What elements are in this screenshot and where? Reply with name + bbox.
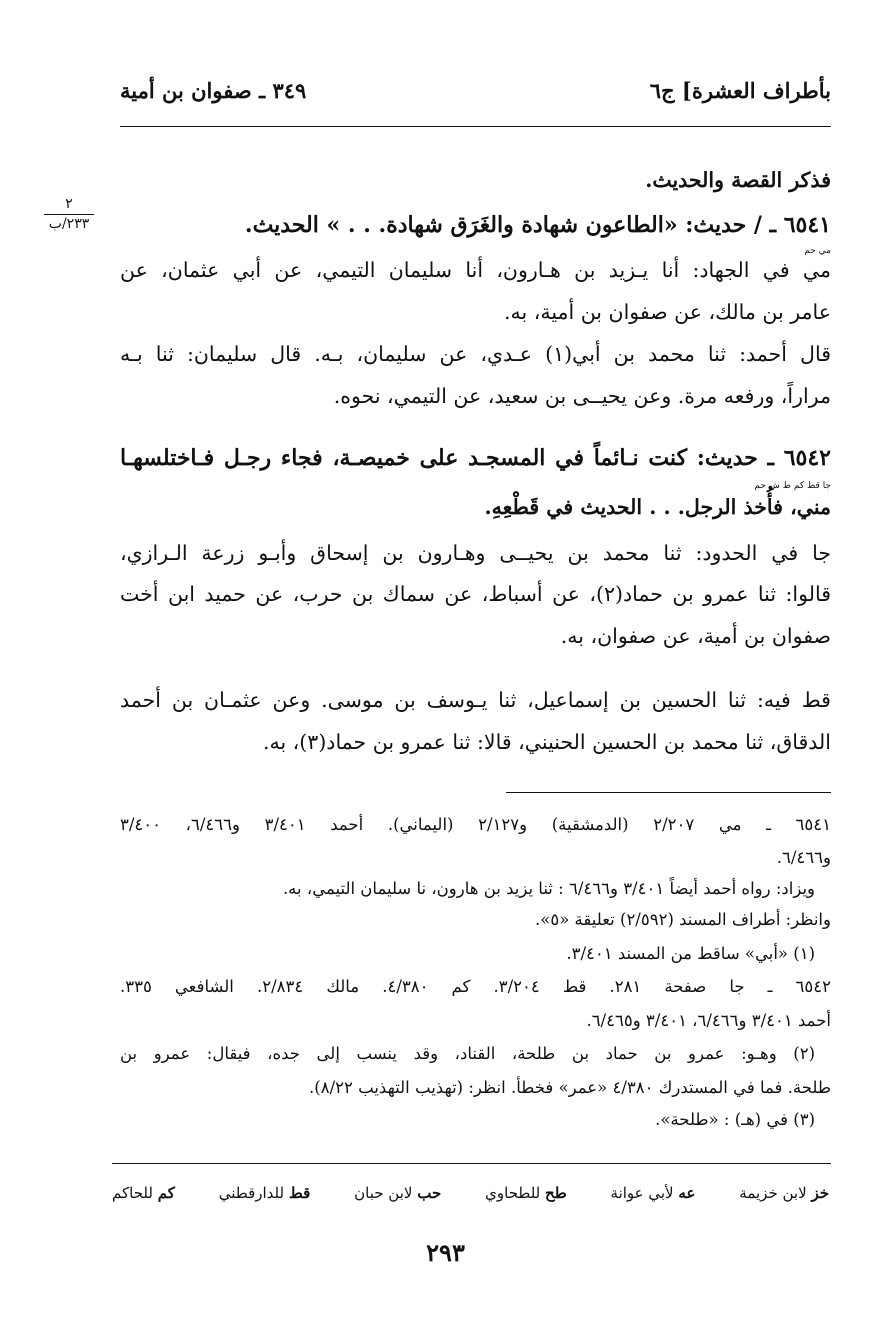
text-line-1: فذكر القصة والحديث. [645, 168, 831, 192]
hadith-6542-heading: ٦٥٤٢ ـ حديث: كنت نـائماً في المسجـد على خميصـة، فجاء رجـل فـاختلسهـا [120, 445, 831, 471]
text-line-6: مراراً، ورفعه مرة. وعن يحيــى بن سعيد، عن التيمي، نحوه. [333, 384, 831, 408]
abbr-desc: لأبي عوانة [610, 1184, 674, 1202]
abbr-code: حب [417, 1184, 442, 1202]
footnote-line-2: و٦/٤٦٦. [776, 848, 831, 867]
abbreviations-rule [112, 1163, 831, 1164]
margin-ref-bottom: ٢٣٣/ب [48, 216, 90, 232]
abbr-desc: للطحاوي [485, 1184, 541, 1202]
abbr-code: كم [157, 1184, 175, 1202]
abbr-desc: للدارقطني [218, 1184, 285, 1202]
text-line-11: صفوان بن أمية، عن صفوان، به. [560, 624, 831, 648]
text-line-8: مني، فأُخذ الرجل. . . الحديث في قَطْعِهِ. [484, 495, 831, 519]
text-line-4: عامر بن مالك، عن صفوان بن أمية، به. [503, 300, 831, 324]
abbr-code: عه [678, 1184, 696, 1202]
abbr-code: طح [545, 1184, 567, 1202]
footnote-line-9: طلحة. فما في المستدرك ٤/٣٨٠ «عمر» فخطأ. انظر: (تهذيب التهذيب ٨/٢٢). [309, 1078, 831, 1097]
text-line-5: قال أحمد: ثنا محمد بن أبي(١) عـدي، عن سليمان، بـه. قال سليمان: ثنا بـه [120, 342, 831, 366]
margin-manuscript-ref [38, 196, 100, 233]
abbreviations-key [112, 1184, 829, 1202]
running-head-book-title: بأطراف العشرة] ج٦ [649, 78, 831, 103]
footnote-line-8: (٢) وهـو: عمرو بن حماد بن طلحة، القناد، وقد ينسب إلى جده، فيقال: عمرو بن [120, 1044, 815, 1063]
source-symbols-6541: مي حم [804, 246, 831, 256]
text-line-13: الدقاق، ثنا محمد بن الحسين الحنيني، قالا: ثنا عمرو بن حماد(٣)، به. [262, 730, 831, 754]
text-line-10: قالوا: ثنا عمرو بن حماد(٢)، عن أسباط، عن سماك بن حرب، عن حميد ابن أخت [120, 582, 831, 606]
margin-ref-bar [44, 214, 94, 215]
abbr-desc: لابن حبان [354, 1184, 413, 1202]
abbr-khz [739, 1184, 829, 1202]
text-line-12: قط فيه: ثنا الحسين بن إسماعيل، ثنا يـوسف بن موسى. وعن عثمـان بن أحمد [120, 688, 831, 712]
abbr-th [485, 1184, 566, 1202]
footnote-line-10: (٣) في (هـ) : «طلحة». [655, 1110, 815, 1129]
abbr-desc: لابن خزيمة [739, 1184, 807, 1202]
abbr-desc: للحاكم [112, 1184, 153, 1202]
abbr-qt [219, 1184, 311, 1202]
footnote-rule [506, 792, 831, 793]
text-line-9: جا في الحدود: ثنا محمد بن يحيــى وهـارون بن إسحاق وأبـو زرعة الـرازي، [120, 541, 831, 565]
abbr-ah [611, 1184, 696, 1202]
footnote-line-7: أحمد ٣/٤٠١ و٦/٤٦٦، ٣/٤٠١ و٦/٤٦٥. [586, 1011, 831, 1030]
source-symbols-6542: جا قط كم ط ش حم [754, 481, 831, 491]
header-rule [120, 126, 831, 127]
footnote-line-1: ٦٥٤١ ـ مي ٢/٢٠٧ (الدمشقية) و٢/١٢٧ (اليماني). أحمد ٣/٤٠١ و٦/٤٦٦، ٣/٤٠٠ [120, 815, 831, 834]
abbr-code: قط [288, 1184, 311, 1202]
footnote-line-5: (١) «أبي» ساقط من المسند ٣/٤٠١. [566, 944, 815, 963]
hadith-6541-heading: ٦٥٤١ ـ / حديث: «الطاعون شهادة والغَرَق شهادة. . . » الحديث. [244, 212, 831, 238]
text-line-3: مي في الجهاد: أنا يـزيد بن هـارون، أنا سليمان التيمي، عن أبي عثمان، عن [120, 258, 831, 282]
abbr-hb [354, 1184, 441, 1202]
abbr-code: خز [811, 1184, 829, 1202]
page-number: ٢٩٣ [426, 1238, 465, 1267]
abbr-km [112, 1184, 175, 1202]
footnote-line-4: وانظر: أطراف المسند (٢/٥٩٢) تعليقة «٥». [535, 910, 831, 929]
running-head-section-title: ٣٤٩ ـ صفوان بن أمية [120, 78, 307, 103]
footnote-line-3: ويزاد: رواه أحمد أيضاً ٣/٤٠١ و٦/٤٦٦ : ثنا يزيد بن هارون، نا سليمان التيمي، به. [282, 879, 815, 898]
margin-ref-top: ٢ [65, 196, 73, 212]
footnote-line-6: ٦٥٤٢ ـ جا صفحة ٢٨١. قط ٣/٢٠٤. كم ٤/٣٨٠. مالك ٢/٨٣٤. الشافعي ٣٣٥. [120, 977, 831, 996]
